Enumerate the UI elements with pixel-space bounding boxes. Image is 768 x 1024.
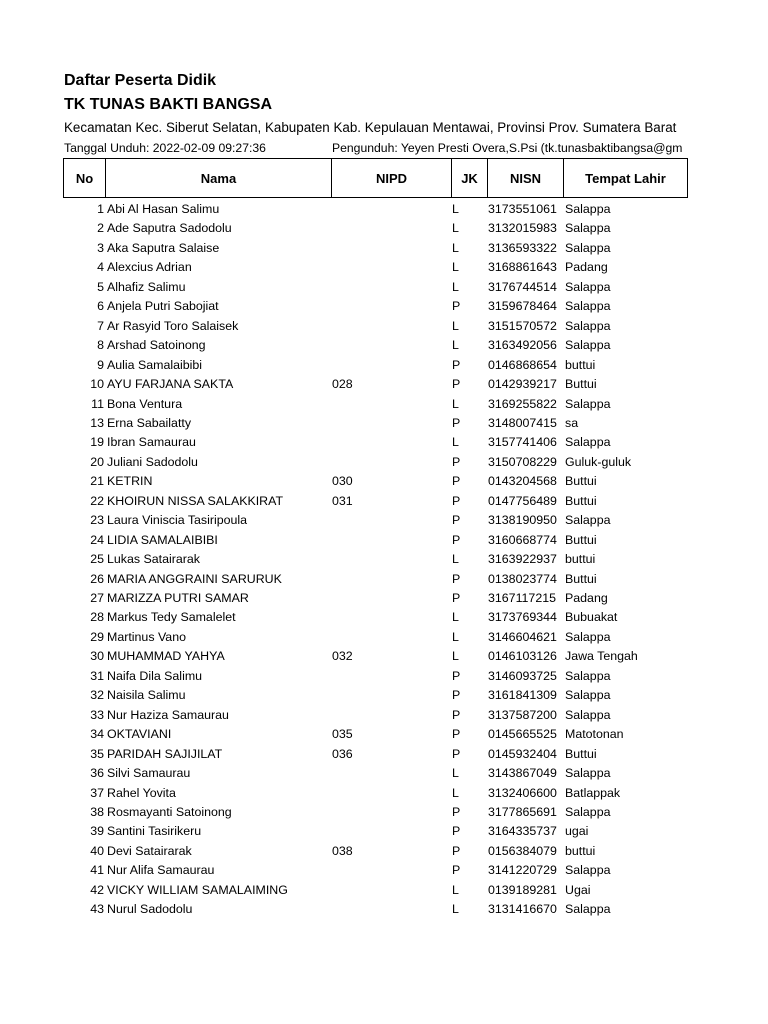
cell-no: 32: [90, 688, 104, 703]
cell-no: 40: [90, 843, 104, 858]
cell-jk: L: [452, 766, 459, 781]
cell-jk: P: [452, 707, 461, 722]
cell-jk: L: [452, 629, 459, 644]
table-row: [0, 414, 768, 433]
cell-no: 8: [97, 338, 104, 353]
table-row: [0, 900, 768, 919]
table-row: [0, 550, 768, 569]
cell-tempat: ugai: [565, 824, 589, 839]
cell-nisn: 3146093725: [488, 668, 557, 683]
cell-nama: PARIDAH SAJIJILAT: [107, 746, 223, 761]
location-line: Kecamatan Kec. Siberut Selatan, Kabupaten Kab. Kepulauan Mentawai, Provinsi Prov. Sumatera Barat: [64, 120, 677, 135]
cell-jk: P: [452, 804, 461, 819]
cell-nama: Martinus Vano: [107, 629, 186, 644]
cell-jk: P: [452, 474, 461, 489]
cell-no: 24: [90, 532, 104, 547]
cell-jk: L: [452, 902, 459, 917]
cell-nisn: 3141220729: [488, 863, 557, 878]
cell-no: 41: [90, 863, 104, 878]
cell-tempat: Ugai: [565, 882, 591, 897]
cell-no: 20: [90, 454, 104, 469]
cell-jk: P: [452, 415, 461, 430]
table-row: [0, 492, 768, 511]
cell-jk: P: [452, 824, 461, 839]
header-tempat-lahir: Tempat Lahir: [564, 159, 688, 198]
cell-nama: KETRIN: [107, 474, 153, 489]
cell-nisn: 3150708229: [488, 454, 557, 469]
cell-nama: Ade Saputra Sadodolu: [107, 221, 232, 236]
cell-nama: AYU FARJANA SAKTA: [107, 377, 234, 392]
cell-nisn: 3136593322: [488, 240, 557, 255]
cell-nisn: 3177865691: [488, 804, 557, 819]
header-nama: Nama: [106, 159, 332, 198]
cell-nama: Lukas Satairarak: [107, 552, 200, 567]
cell-nama: KHOIRUN NISSA SALAKKIRAT: [107, 493, 284, 508]
cell-nama: Abi Al Hasan Salimu: [107, 202, 220, 216]
cell-no: 1: [97, 202, 104, 216]
cell-no: 19: [90, 435, 104, 450]
cell-nisn: 3143867049: [488, 766, 557, 781]
cell-tempat: Salappa: [565, 240, 611, 255]
cell-nisn: 3159678464: [488, 299, 557, 314]
cell-no: 33: [90, 707, 104, 722]
cell-nisn: 0139189281: [488, 882, 557, 897]
cell-nama: Bona Ventura: [107, 396, 183, 411]
cell-nisn: 3148007415: [488, 415, 557, 430]
header-row: [64, 159, 688, 198]
cell-tempat: Salappa: [565, 299, 611, 314]
cell-jk: L: [452, 318, 459, 333]
cell-no: 23: [90, 513, 104, 528]
cell-tempat: Salappa: [565, 902, 611, 917]
cell-nisn: 3146604621: [488, 629, 557, 644]
cell-no: 42: [90, 882, 104, 897]
cell-jk: L: [452, 279, 459, 294]
cell-tempat: Padang: [565, 591, 608, 605]
cell-tempat: Salappa: [565, 688, 611, 703]
table-row: [0, 842, 768, 861]
cell-tempat: Matotonan: [565, 727, 624, 742]
cell-nisn: 3151570572: [488, 318, 557, 333]
cell-nipd: 031: [332, 493, 353, 508]
cell-nama: Aka Saputra Salaise: [107, 240, 220, 255]
cell-jk: L: [452, 221, 459, 236]
cell-no: 10: [90, 377, 104, 392]
cell-nisn: 3164335737: [488, 824, 557, 839]
table-row: [0, 433, 768, 452]
table-row: [0, 706, 768, 725]
cell-jk: P: [452, 571, 461, 586]
cell-nama: OKTAVIANI: [107, 727, 172, 742]
table-row: [0, 725, 768, 744]
cell-nama: Markus Tedy Samalelet: [107, 610, 236, 625]
cell-nama: Laura Viniscia Tasiripoula: [107, 513, 248, 528]
cell-no: 7: [97, 318, 104, 333]
cell-nisn: 3160668774: [488, 532, 557, 547]
cell-nisn: 3173551061: [488, 202, 557, 216]
cell-jk: P: [452, 863, 461, 878]
cell-nama: Alexcius Adrian: [107, 260, 192, 275]
cell-no: 22: [90, 493, 104, 508]
cell-tempat: Buttui: [565, 474, 597, 489]
table-row: [0, 395, 768, 414]
document-title: Daftar Peserta Didik: [64, 72, 217, 89]
cell-nama: MUHAMMAD YAHYA: [107, 649, 225, 664]
cell-tempat: Padang: [565, 260, 608, 275]
school-name: TK TUNAS BAKTI BANGSA: [64, 96, 272, 113]
cell-nisn: 0156384079: [488, 843, 557, 858]
cell-tempat: Salappa: [565, 804, 611, 819]
cell-jk: P: [452, 454, 461, 469]
cell-nama: Alhafiz Salimu: [107, 279, 186, 294]
cell-jk: P: [452, 591, 461, 605]
cell-nisn: 3132406600: [488, 785, 557, 800]
cell-nisn: 0138023774: [488, 571, 557, 586]
cell-jk: L: [452, 435, 459, 450]
cell-nama: Juliani Sadodolu: [107, 454, 198, 469]
table-row: [0, 647, 768, 666]
cell-tempat: Buttui: [565, 746, 597, 761]
cell-nisn: 3167117215: [488, 591, 556, 605]
cell-nama: Nur Alifa Samaurau: [107, 863, 215, 878]
cell-nisn: 3161841309: [488, 688, 557, 703]
table-header: [63, 158, 688, 198]
cell-no: 34: [90, 727, 104, 742]
cell-nama: Devi Satairarak: [107, 843, 192, 858]
cell-nisn: 3132015983: [488, 221, 557, 236]
cell-nama: Aulia Samalaibibi: [107, 357, 203, 372]
table-row: [0, 258, 768, 277]
table-row: [0, 803, 768, 822]
cell-no: 27: [90, 591, 104, 605]
cell-tempat: buttui: [565, 357, 596, 372]
header-jk: JK: [452, 159, 488, 198]
cell-tempat: Salappa: [565, 279, 611, 294]
cell-nisn: 0146103126: [488, 649, 557, 664]
table-row: [0, 628, 768, 647]
cell-tempat: Salappa: [565, 338, 611, 353]
cell-nisn: 3131416670: [488, 902, 557, 917]
cell-nama: MARIA ANGGRAINI SARURUK: [107, 571, 282, 586]
cell-tempat: Buttui: [565, 377, 597, 392]
cell-no: 4: [97, 260, 104, 275]
cell-jk: L: [452, 338, 459, 353]
cell-no: 29: [90, 629, 104, 644]
cell-nama: MARIZZA PUTRI SAMAR: [107, 591, 249, 605]
table-row: [0, 297, 768, 316]
cell-no: 2: [97, 221, 104, 236]
cell-nisn: 0142939217: [488, 377, 557, 392]
cell-tempat: Salappa: [565, 435, 611, 450]
cell-tempat: Salappa: [565, 863, 611, 878]
cell-no: 30: [90, 649, 104, 664]
cell-nisn: 3138190950: [488, 513, 557, 528]
cell-jk: L: [452, 649, 459, 664]
cell-tempat: Jawa Tengah: [565, 649, 638, 664]
cell-no: 13: [90, 415, 104, 430]
cell-tempat: Salappa: [565, 766, 611, 781]
cell-no: 26: [90, 571, 104, 586]
cell-jk: P: [452, 377, 461, 392]
cell-nama: Naisila Salimu: [107, 688, 186, 703]
cell-tempat: sa: [565, 415, 579, 430]
table-row: [0, 764, 768, 783]
cell-nisn: 3157741406: [488, 435, 557, 450]
cell-tempat: Buttui: [565, 532, 597, 547]
cell-nisn: 3163492056: [488, 338, 557, 353]
cell-no: 38: [90, 804, 104, 819]
table-row: [0, 453, 768, 472]
table-row: [0, 278, 768, 297]
cell-nipd: 038: [332, 843, 353, 858]
cell-jk: L: [452, 202, 459, 216]
cell-nama: Silvi Samaurau: [107, 766, 191, 781]
table-row: [0, 375, 768, 394]
cell-nisn: 0143204568: [488, 474, 557, 489]
cell-jk: P: [452, 668, 461, 683]
table-row: [0, 881, 768, 900]
cell-jk: P: [452, 688, 461, 703]
download-date: Tanggal Unduh: 2022-02-09 09:27:36: [64, 141, 266, 155]
downloaded-by: Pengunduh: Yeyen Presti Overa,S.Psi (tk.tunasbaktibangsa@gm: [332, 141, 683, 155]
header-no: No: [64, 159, 106, 198]
cell-no: 6: [97, 299, 104, 314]
table-row: [0, 200, 768, 219]
cell-no: 31: [90, 668, 104, 683]
header-nisn: NISN: [488, 159, 564, 198]
cell-nipd: 036: [332, 746, 353, 761]
cell-no: 35: [90, 746, 104, 761]
table-row: [0, 822, 768, 841]
cell-jk: L: [452, 610, 459, 625]
cell-no: 43: [90, 902, 104, 917]
cell-jk: P: [452, 532, 461, 547]
cell-no: 28: [90, 610, 104, 625]
cell-nama: LIDIA SAMALAIBIBI: [107, 532, 218, 547]
table-row: [0, 861, 768, 880]
cell-no: 37: [90, 785, 104, 800]
cell-no: 11: [91, 396, 104, 411]
table-row: [0, 745, 768, 764]
cell-tempat: Salappa: [565, 668, 611, 683]
cell-tempat: buttui: [565, 552, 596, 567]
cell-jk: L: [452, 882, 459, 897]
cell-nisn: 3163922937: [488, 552, 557, 567]
cell-tempat: Bubuakat: [565, 610, 618, 625]
cell-no: 3: [97, 240, 104, 255]
table-row: [0, 784, 768, 803]
cell-jk: P: [452, 843, 461, 858]
table-row: [0, 239, 768, 258]
table-row: [0, 336, 768, 355]
table-row: [0, 317, 768, 336]
header-nipd: NIPD: [332, 159, 452, 198]
cell-jk: P: [452, 299, 461, 314]
cell-jk: L: [452, 785, 459, 800]
cell-nama: Erna Sabailatty: [107, 415, 192, 430]
cell-nama: Nurul Sadodolu: [107, 902, 193, 917]
cell-nisn: 3168861643: [488, 260, 557, 275]
table-row: [0, 219, 768, 238]
cell-nipd: 032: [332, 649, 353, 664]
cell-tempat: buttui: [565, 843, 596, 858]
cell-no: 36: [90, 766, 104, 781]
cell-nama: VICKY WILLIAM SAMALAIMING: [107, 882, 288, 897]
cell-nama: Nur Haziza Samaurau: [107, 707, 229, 722]
cell-nipd: 035: [332, 727, 353, 742]
cell-no: 21: [90, 474, 104, 489]
cell-tempat: Salappa: [565, 707, 611, 722]
cell-nisn: 0145665525: [488, 727, 557, 742]
cell-jk: P: [452, 357, 461, 372]
cell-jk: P: [452, 746, 461, 761]
cell-jk: L: [452, 260, 459, 275]
table-row: [0, 686, 768, 705]
cell-jk: P: [452, 513, 461, 528]
table-row: [0, 511, 768, 530]
table-row: [0, 608, 768, 627]
cell-nisn: 0146868654: [488, 357, 557, 372]
cell-nisn: 3176744514: [488, 279, 557, 294]
cell-nisn: 0147756489: [488, 493, 557, 508]
cell-nama: Naifa Dila Salimu: [107, 668, 203, 683]
cell-jk: L: [452, 552, 459, 567]
cell-nama: Rosmayanti Satoinong: [107, 804, 232, 819]
table-row: [0, 531, 768, 550]
cell-no: 9: [97, 357, 104, 372]
cell-nama: Ibran Samaurau: [107, 435, 196, 450]
cell-nama: Arshad Satoinong: [107, 338, 206, 353]
cell-nipd: 028: [332, 377, 353, 392]
cell-nama: Santini Tasirikeru: [107, 824, 202, 839]
table-row: [0, 570, 768, 589]
cell-no: 25: [90, 552, 104, 567]
table-row: [0, 472, 768, 491]
cell-tempat: Salappa: [565, 396, 611, 411]
cell-nama: Anjela Putri Sabojiat: [107, 299, 219, 314]
cell-nama: Ar Rasyid Toro Salaisek: [107, 318, 239, 333]
table-row: [0, 356, 768, 375]
download-info: [0, 141, 768, 159]
cell-jk: L: [452, 396, 459, 411]
cell-nipd: 030: [332, 474, 353, 489]
cell-tempat: Salappa: [565, 629, 611, 644]
cell-tempat: Buttui: [565, 571, 597, 586]
cell-nisn: 3173769344: [488, 610, 557, 625]
table-row: [0, 589, 768, 608]
cell-nisn: 0145932404: [488, 746, 557, 761]
cell-tempat: Salappa: [565, 318, 611, 333]
cell-no: 5: [97, 279, 104, 294]
cell-tempat: Salappa: [565, 513, 611, 528]
cell-tempat: Salappa: [565, 221, 611, 236]
cell-tempat: Batlappak: [565, 785, 621, 800]
cell-no: 39: [90, 824, 104, 839]
cell-jk: P: [452, 493, 461, 508]
cell-nisn: 3169255822: [488, 396, 557, 411]
cell-tempat: Guluk-guluk: [565, 454, 632, 469]
cell-nisn: 3137587200: [488, 707, 557, 722]
cell-tempat: Buttui: [565, 493, 597, 508]
cell-jk: P: [452, 727, 461, 742]
cell-nama: Rahel Yovita: [107, 785, 176, 800]
cell-tempat: Salappa: [565, 202, 611, 216]
table-row: [0, 667, 768, 686]
cell-jk: L: [452, 240, 459, 255]
